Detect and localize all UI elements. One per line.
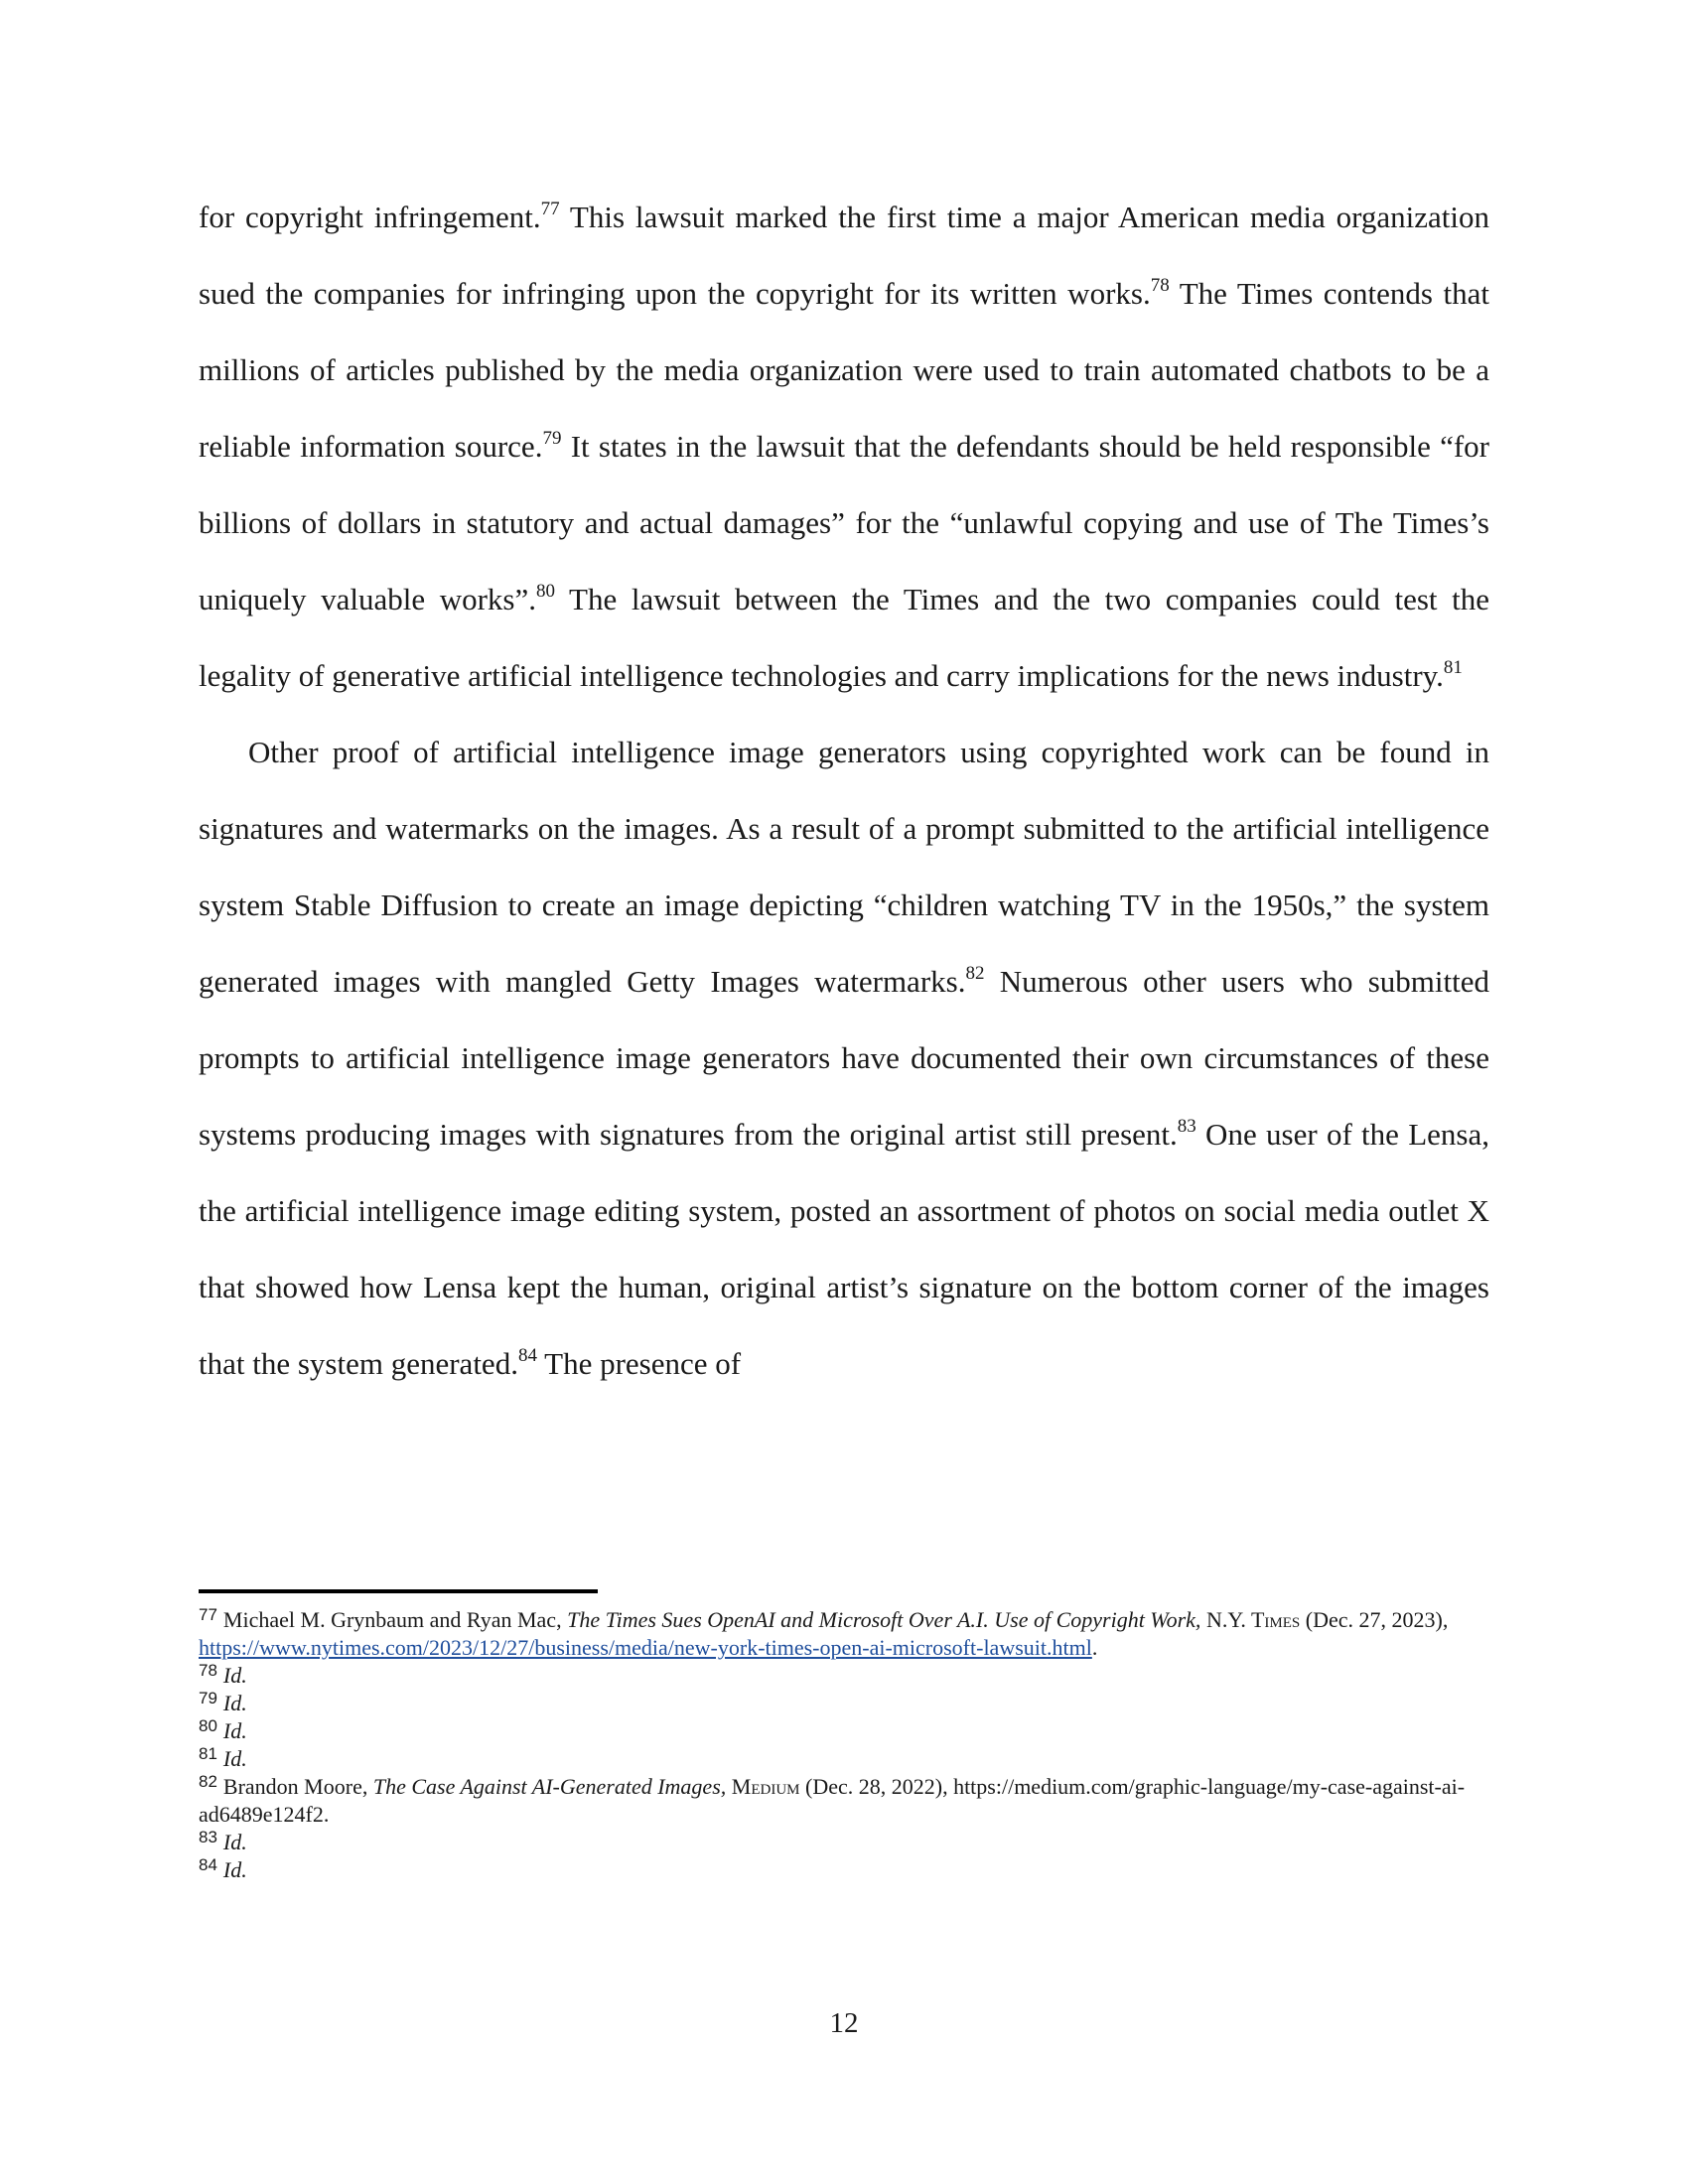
footnote-82: [199, 1773, 1489, 1829]
sentence: The presence of: [536, 1346, 742, 1381]
paragraph: [199, 179, 1489, 714]
footnote-text: Id.: [222, 1718, 247, 1743]
footnote-rest: (Dec. 28, 2022), https://medium.com/graphic-language/my-case-against-ai-ad6489e124f2.: [199, 1774, 1466, 1827]
footnote-number: 78: [199, 1661, 217, 1680]
footnote-ref-79[interactable]: 79: [542, 428, 562, 449]
footnote-url-link[interactable]: https://www.nytimes.com/2023/12/27/business/media/new-york-times-open-ai-microsoft-lawsuit.html: [199, 1635, 1092, 1660]
sentence: It states in the lawsuit that the defendants should be held responsible “for billions of dollars in statutory and actual damages” for the “unlawful copying and use of The Times’s uniquely valuable works”.: [199, 429, 1490, 616]
sentence: Numerous other users who submitted prompts to artificial intelligence image generators have documented their own circumstances of these systems producing images with signatures from the original artist still present.: [199, 964, 1489, 1152]
footnote-authors: Brandon Moore,: [222, 1774, 373, 1799]
footnote-publication: Medium: [731, 1774, 800, 1799]
footnote-number: 84: [199, 1855, 217, 1874]
footnote-ref-82[interactable]: 82: [965, 963, 985, 984]
footnote-ref-77[interactable]: 77: [540, 199, 560, 219]
footnote-title: The Case Against AI-Generated Images,: [372, 1774, 727, 1799]
paragraph: [199, 714, 1489, 1402]
footnote-end: .: [1091, 1635, 1098, 1660]
page-number: 12: [829, 2007, 859, 2039]
footnote-text: Id.: [222, 1746, 247, 1771]
footnote-80: [199, 1717, 1489, 1745]
footnote-text: Id.: [222, 1663, 247, 1688]
footnote-ref-80[interactable]: 80: [536, 581, 555, 602]
footnote-publication: N.Y. Times: [1205, 1607, 1301, 1632]
sentence: One user of the Lensa, the artificial intelligence image editing system, posted an assortment of photos on social media outlet X that showed how Lensa kept the human, original artist’s signature on the bottom corner of the images that the system generated.: [199, 1117, 1489, 1381]
footnote-ref-84[interactable]: 84: [517, 1345, 537, 1366]
footnote-date: (Dec. 27, 2023),: [1305, 1607, 1449, 1632]
footnote-title: The Times Sues OpenAI and Microsoft Over A.I. Use of Copyright Work,: [567, 1607, 1201, 1632]
footnote-ref-78[interactable]: 78: [1150, 275, 1170, 296]
footnote-84: [199, 1856, 1489, 1884]
footnote-number: 79: [199, 1689, 217, 1707]
footnote-81: [199, 1745, 1489, 1773]
footnote-number: 81: [199, 1744, 217, 1763]
footnote-text: Id.: [222, 1691, 247, 1715]
sentence: for copyright infringement.: [199, 200, 541, 234]
sentence: The Times contends that millions of articles published by the media organization were used to train automated chatbots to be a reliable information source.: [199, 276, 1490, 464]
footnote-authors: Michael M. Grynbaum and Ryan Mac,: [222, 1607, 568, 1632]
footnote-text: Id.: [222, 1830, 247, 1854]
sentence: This lawsuit marked the first time a major American media organization sued the companies for infringing upon the copyright for its written works.: [199, 200, 1489, 311]
footnote-ref-83[interactable]: 83: [1177, 1116, 1196, 1137]
footnote-83: [199, 1829, 1489, 1856]
footnote-ref-81[interactable]: 81: [1443, 657, 1463, 678]
footnote-79: [199, 1690, 1489, 1717]
body-text: [199, 179, 1489, 1402]
footnote-77: [199, 1606, 1489, 1662]
footnote-78: [199, 1662, 1489, 1690]
footnotes: [199, 1606, 1489, 1884]
footnote-number: 82: [199, 1772, 217, 1791]
footnote-number: 77: [199, 1605, 217, 1624]
footnote-separator: [199, 1589, 598, 1593]
sentence: Other proof of artificial intelligence image generators using copyrighted work can be found in signatures and watermarks on the images. As a result of a prompt submitted to the artificial intelligence system Stable Diffusion to create an image depicting “children watching TV in the 1950s,” the system generated images with mangled Getty Images watermarks.: [199, 735, 1489, 999]
footnote-text: Id.: [222, 1857, 247, 1882]
footnote-number: 83: [199, 1828, 217, 1846]
sentence: The lawsuit between the Times and the two companies could test the legality of generative artificial intelligence technologies and carry implications for the news industry.: [199, 582, 1489, 693]
footnote-number: 80: [199, 1716, 217, 1735]
